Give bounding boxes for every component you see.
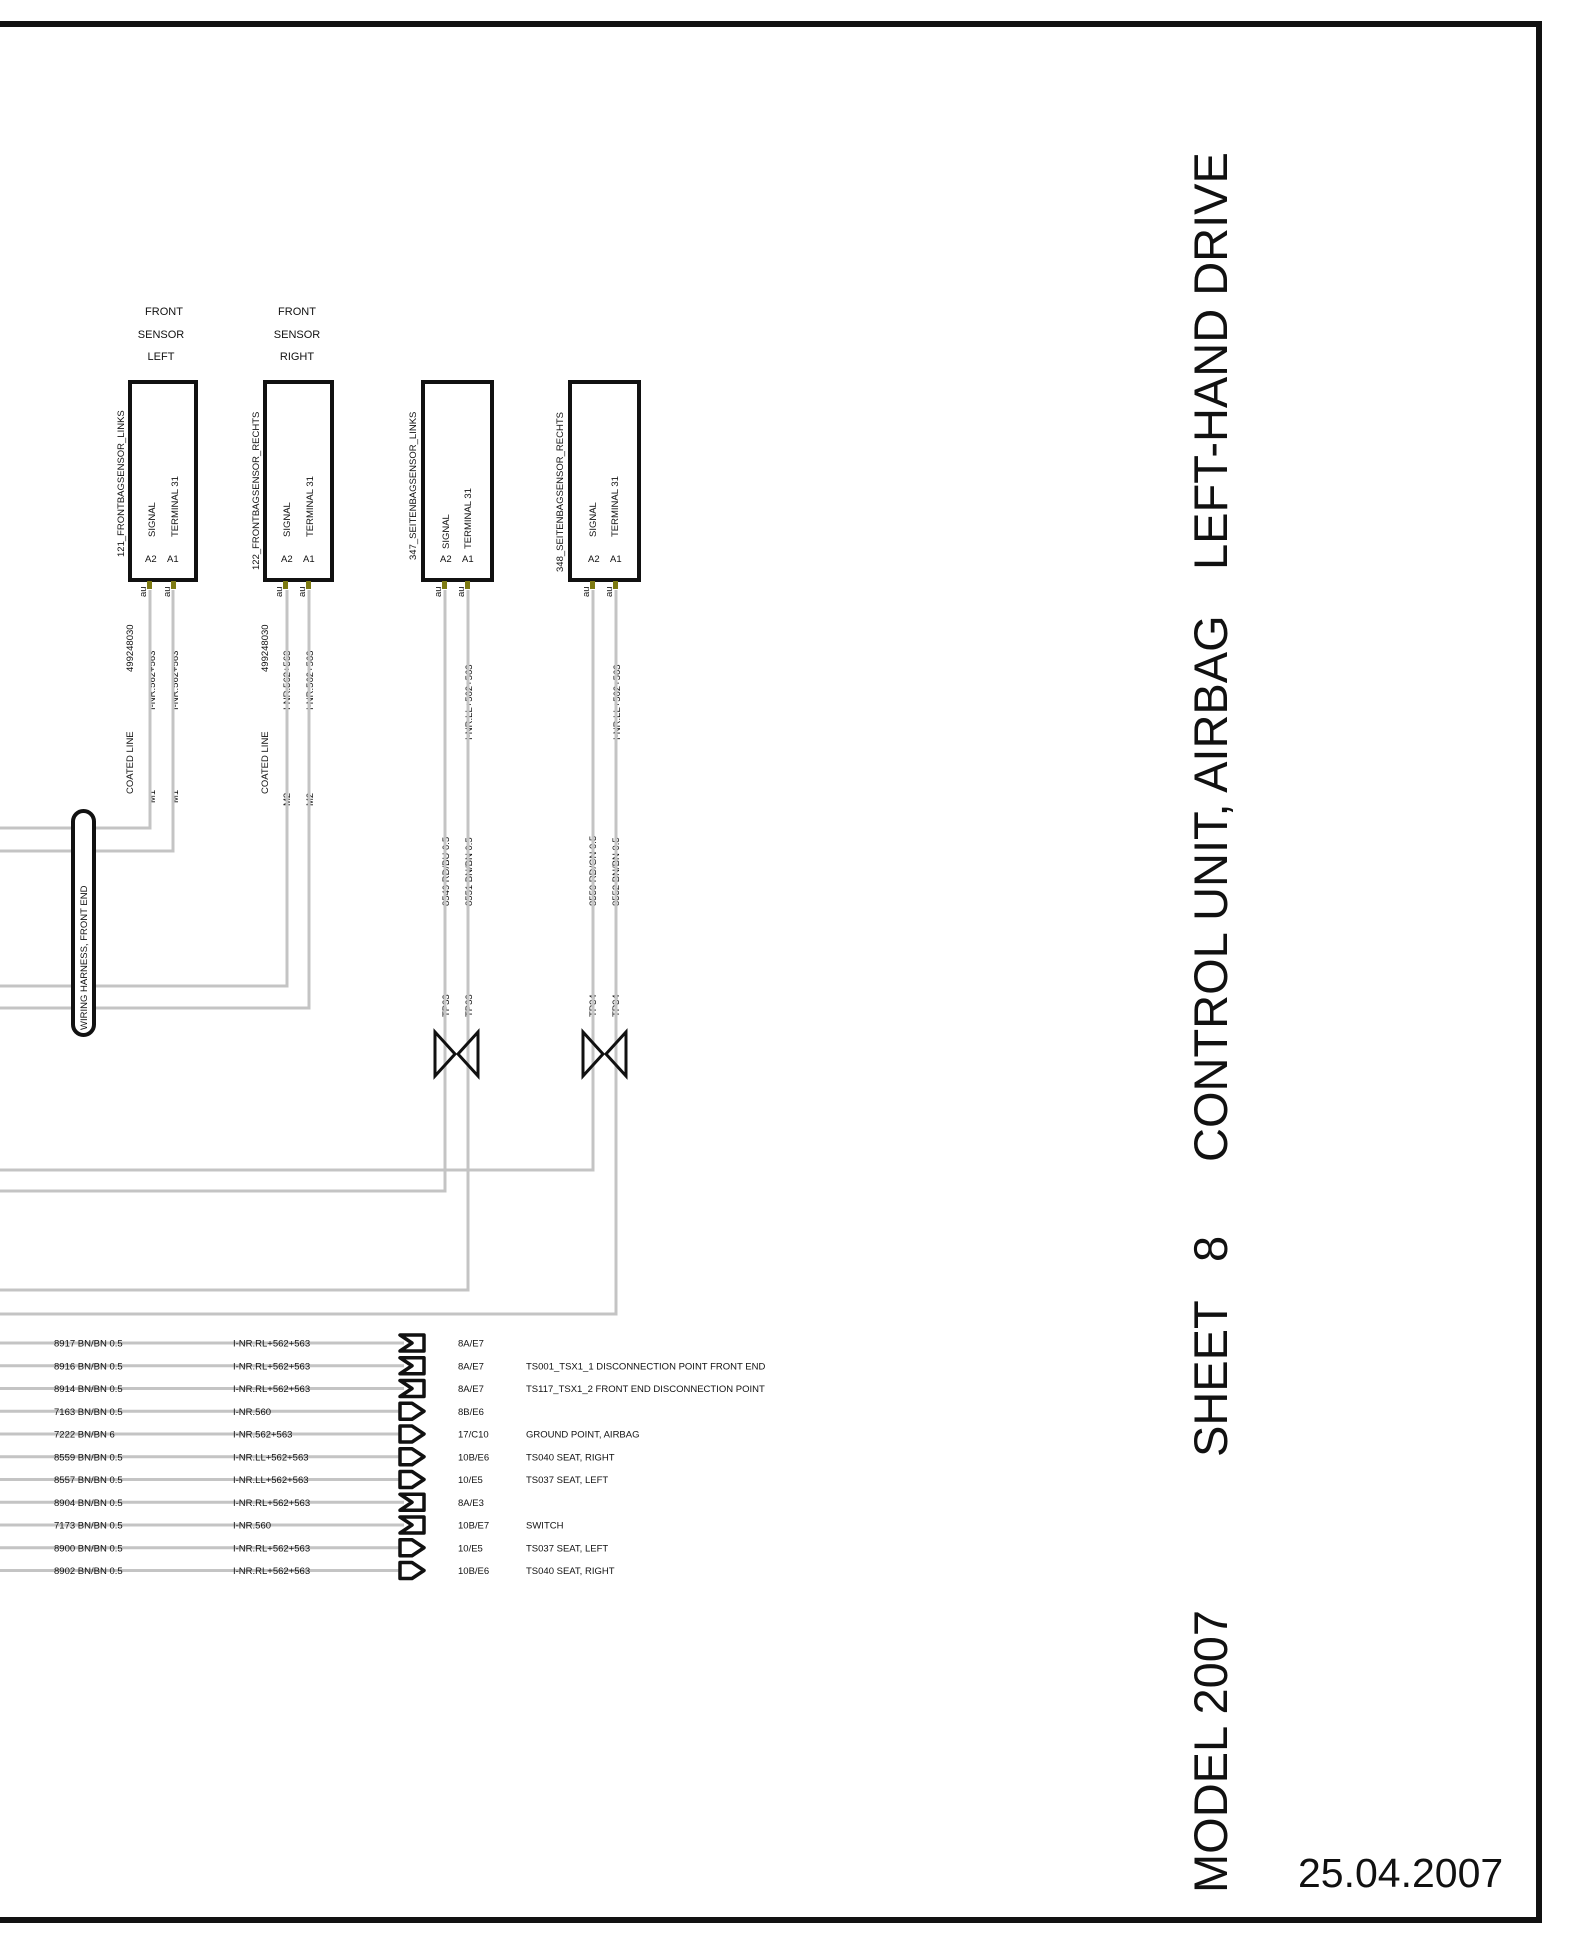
connection-description: GROUND POINT, AIRBAG: [526, 1429, 640, 1441]
test-point-label: TP33: [464, 994, 475, 1017]
sensor-header-line: SENSOR: [273, 329, 321, 341]
wire-label: 8559 BN/BN 0.5: [54, 1452, 123, 1464]
connection-description: SWITCH: [526, 1520, 564, 1532]
connection-row: [0, 1426, 640, 1442]
connection-row: [0, 1563, 615, 1579]
connector-label: M1: [170, 789, 181, 803]
wire-label: 8917 BN/BN 0.5: [54, 1338, 123, 1350]
sheet-reference: 8A/E7: [458, 1361, 484, 1373]
model-label: MODEL 2007: [1184, 1609, 1237, 1893]
sheet-reference: 8A/E3: [458, 1497, 484, 1509]
title-block: [1184, 152, 1503, 1896]
wire-label: 8902 BN/BN 0.5: [54, 1566, 123, 1577]
wire-label: 8551 BN/BN 0.5: [464, 837, 475, 906]
connector-arrow-icon[interactable]: [400, 1472, 424, 1488]
sensor-box[interactable]: [570, 382, 639, 580]
sheet-number: 8: [1184, 1235, 1237, 1262]
pin-finish-label: au: [581, 586, 592, 597]
wire-code: I-NR.562+563: [282, 650, 293, 710]
front-sensor-right: [251, 306, 332, 806]
connector-label: M2: [282, 792, 293, 806]
wire-code: I-NR.562+563: [233, 1429, 293, 1441]
sheet-reference: 10B/E6: [458, 1452, 490, 1464]
sheet-date: 25.04.2007: [1298, 1850, 1504, 1896]
sheet-border: [0, 24, 1539, 1920]
front-sensor-left: [116, 306, 196, 803]
wire-code: I-NR.LL+562+563: [233, 1475, 309, 1486]
side-sensor-right: [555, 382, 639, 1017]
sheet-reference: 10/E5: [458, 1475, 483, 1486]
sheet-label: SHEET: [1184, 1300, 1237, 1457]
part-number: 499248030: [260, 624, 271, 672]
sheet-title: CONTROL UNIT, AIRBAG: [1184, 615, 1237, 1162]
sensor-name: 348_SEITENBAGSENSOR_RECHTS: [555, 412, 566, 572]
sheet-reference: 8A/E7: [458, 1338, 484, 1350]
connection-row: [0, 1381, 765, 1397]
wire-code: I-NR.RL+562+563: [233, 1543, 311, 1555]
test-point-symbol: [435, 1032, 478, 1076]
wire-code: I-NR.560: [233, 1406, 272, 1418]
sensor-box[interactable]: [130, 382, 196, 580]
wire-code: I-NR.560: [233, 1520, 272, 1532]
pin-finish-label: au: [297, 586, 308, 597]
connector-arrow-icon[interactable]: [400, 1403, 424, 1419]
connection-description: TS037 SEAT, LEFT: [526, 1475, 609, 1486]
sheet-reference: 10B/E7: [458, 1520, 490, 1532]
wire-label: 7222 BN/BN 6: [54, 1429, 115, 1441]
wire-code: I-NR.LL+562+563: [233, 1452, 309, 1464]
terminal-label: TERMINAL 31: [610, 476, 621, 537]
test-point-symbol: [583, 1032, 626, 1076]
test-point-label: TP34: [611, 994, 622, 1017]
connection-row: [0, 1403, 484, 1419]
sensor-name: 121_FRONTBAGSENSOR_LINKS: [116, 410, 127, 557]
wire-code: I-NR.562+563: [147, 650, 158, 710]
pin-finish-label: au: [456, 586, 467, 597]
sheet-reference: 17/C10: [458, 1429, 489, 1441]
connection-row: [0, 1517, 564, 1533]
sheet-reference: 8B/E6: [458, 1406, 484, 1418]
sheet-reference: 10/E5: [458, 1543, 483, 1555]
test-point-label: TP34: [588, 994, 599, 1017]
harness-label: WIRING HARNESS, FRONT END: [79, 885, 90, 1030]
connection-description: TS001_TSX1_1 DISCONNECTION POINT FRONT END: [526, 1361, 766, 1373]
wire-code: I-NR.RL+562+563: [233, 1338, 311, 1350]
connection-description: TS040 SEAT, RIGHT: [526, 1566, 615, 1577]
wire-label: 7173 BN/BN 0.5: [54, 1520, 123, 1532]
side-sensor-left: [408, 382, 492, 1017]
wire: [0, 590, 445, 1191]
sensor-header-line: SENSOR: [137, 329, 185, 341]
connector-arrow-icon[interactable]: [400, 1563, 424, 1579]
part-number: 499248030: [125, 624, 136, 672]
signal-label: SIGNAL: [588, 502, 599, 537]
signal-label: SIGNAL: [441, 514, 452, 549]
sensor-box[interactable]: [265, 382, 332, 580]
sensor-header-line: LEFT: [147, 351, 175, 363]
wire-code: I-NR.RL+562+563: [233, 1566, 311, 1577]
wire-label: 8914 BN/BN 0.5: [54, 1384, 123, 1395]
terminal-label: TERMINAL 31: [305, 476, 316, 537]
sensor-name: 122_FRONTBAGSENSOR_RECHTS: [251, 411, 262, 570]
connection-description: TS117_TSX1_2 FRONT END DISCONNECTION POINT: [526, 1384, 765, 1395]
connector-arrow-icon[interactable]: [400, 1540, 424, 1556]
terminal-label: TERMINAL 31: [170, 476, 181, 537]
terminal-label: TERMINAL 31: [463, 488, 474, 549]
wire-label: 8904 BN/BN 0.5: [54, 1497, 123, 1509]
wiring-harness-front-end: [73, 811, 94, 1035]
pin-finish-label: au: [138, 586, 149, 597]
pin-a2-label: A2: [145, 554, 157, 565]
pin-a2-label: A2: [281, 554, 293, 565]
pin-finish-label: au: [433, 586, 444, 597]
pin-a2-label: A2: [588, 554, 600, 565]
wire-label: 8916 BN/BN 0.5: [54, 1361, 123, 1373]
wire-code: I-NR.RL+562+563: [233, 1361, 311, 1373]
pin-a1-label: A1: [462, 554, 474, 565]
connector-label: M1: [147, 789, 158, 803]
wire: [0, 590, 468, 1290]
variant-title: LEFT-HAND DRIVE: [1184, 152, 1237, 570]
signal-label: SIGNAL: [282, 502, 293, 537]
sheet-reference: 10B/E6: [458, 1566, 490, 1577]
wire-code: I-NR.LL+562+563: [464, 664, 475, 740]
pin-a1-label: A1: [610, 554, 622, 565]
pin-finish-label: au: [604, 586, 615, 597]
connection-description: TS037 SEAT, LEFT: [526, 1543, 609, 1555]
wire-label: 8557 BN/BN 0.5: [54, 1475, 123, 1486]
wire-label: 8550 RD/GN 0.5: [588, 835, 599, 906]
connector-arrow-icon[interactable]: [400, 1426, 424, 1442]
connection-row: [0, 1494, 484, 1510]
connection-list: [0, 1335, 765, 1579]
pin-a1-label: A1: [303, 554, 315, 565]
wire: [0, 590, 287, 986]
pin-a2-label: A2: [440, 554, 452, 565]
connector-arrow-icon[interactable]: [400, 1449, 424, 1465]
wire-code: I-NR.562+563: [170, 650, 181, 710]
connection-description: TS040 SEAT, RIGHT: [526, 1452, 615, 1464]
pin-a1-label: A1: [167, 554, 179, 565]
coated-line-label: COATED LINE: [125, 731, 136, 794]
wire-label: 8552 BN/BN 0.5: [611, 837, 622, 906]
wire-label: 8549 RD/BU 0.5: [441, 836, 452, 906]
wire-label: 7163 BN/BN 0.5: [54, 1406, 123, 1418]
test-point-label: TP33: [441, 994, 452, 1017]
connection-row: [0, 1472, 608, 1488]
pin-finish-label: au: [162, 586, 173, 597]
connection-row: [0, 1449, 615, 1465]
sensor-header-line: FRONT: [145, 306, 183, 318]
wire-code: I-NR.LL+562+563: [612, 664, 623, 740]
connection-row: [0, 1358, 765, 1374]
pin-finish-label: au: [274, 586, 285, 597]
sensor-box[interactable]: [423, 382, 492, 580]
wire-code: I-NR.RL+562+563: [233, 1497, 311, 1509]
sensor-header-line: RIGHT: [279, 351, 315, 363]
signal-label: SIGNAL: [147, 502, 158, 537]
wire-code: I-NR.562+563: [305, 650, 316, 710]
connector-label: M2: [305, 792, 316, 806]
sheet-reference: 8A/E7: [458, 1384, 484, 1395]
wire-label: 8900 BN/BN 0.5: [54, 1543, 123, 1555]
sensor-name: 347_SEITENBAGSENSOR_LINKS: [408, 411, 419, 560]
sensor-header-line: FRONT: [278, 306, 316, 318]
coated-line-label: COATED LINE: [260, 731, 271, 794]
connection-row: [0, 1540, 608, 1556]
wire-code: I-NR.RL+562+563: [233, 1384, 311, 1395]
connection-row: [0, 1335, 484, 1351]
